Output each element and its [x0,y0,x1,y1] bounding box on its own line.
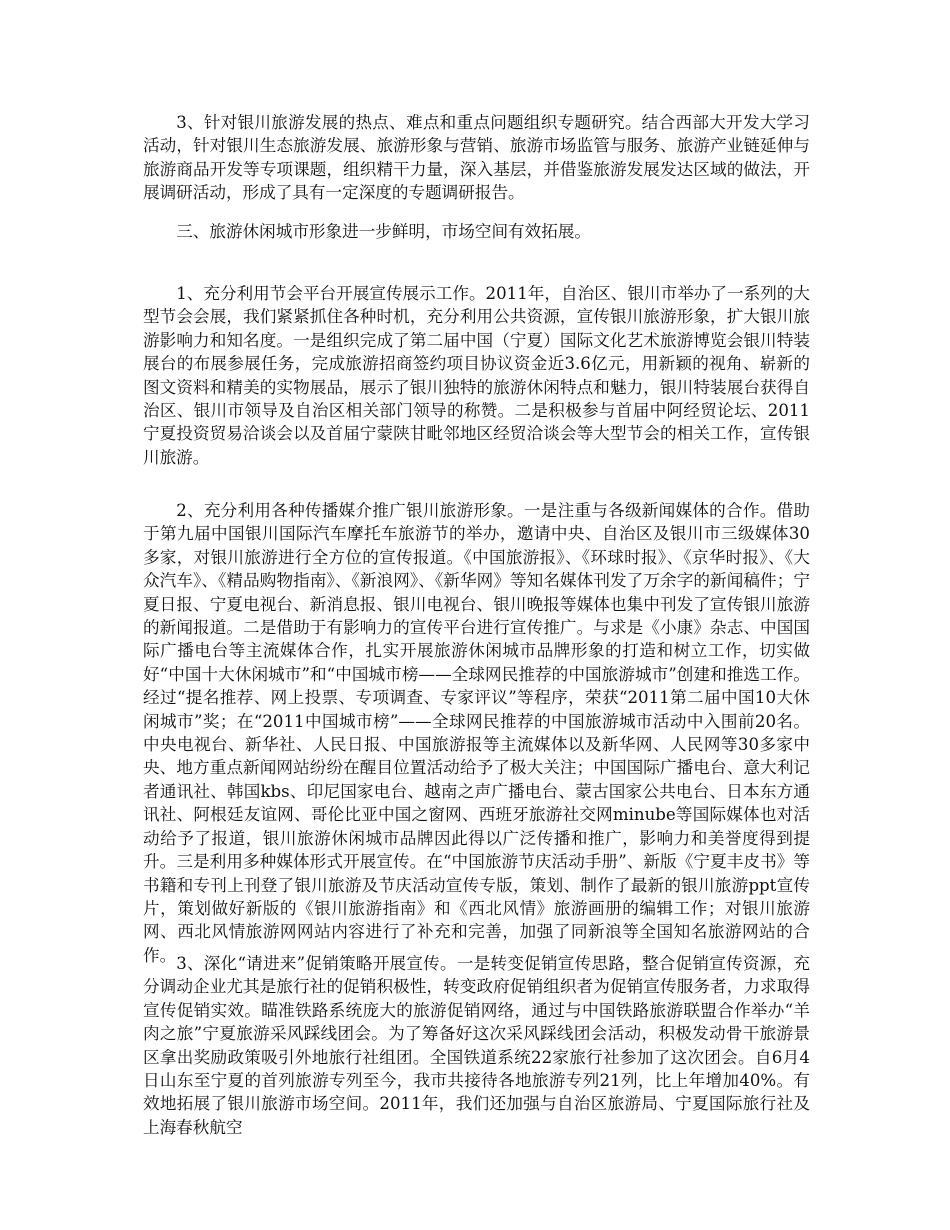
section-heading-city-image: 三、旅游休闲城市形象进一步鲜明，市场空间有效拓展。 [176,222,592,241]
paragraph-media-promotion: 2、充分利用各种传播媒介推广银川旅游形象。一是注重与各级新闻媒体的合作。借助于第九届中国银川国际汽车摩托车旅游节的举办，邀请中央、自治区及银川市三级媒体30多家，对银川旅游进行全方位的宣传报道。《中国旅游报》、《环球时报》、《京华时报》、《大众汽车》、《精品购物指南》、《新浪网》、《新华网》等知名媒体刊发了万余字的新闻稿件；宁夏日报、宁夏电视台、新消息报、银川电视台、银川晚报等媒体也集中刊发了宣传银川旅游的新闻报道。二是借助于有影响力的宣传平台进行宣传推广。与求是《小康》杂志、中国国际广播电台等主流媒体合作，扎实开展旅游休闲城市品牌形象的打造和树立工作，切实做好“中国十大休闲城市”和“中国城市榜——全球网民推荐的中国旅游城市”创建和推选工作。经过“提名推荐、网上投票、专项调查、专家评议”等程序，荣获“2011第二届中国10大休闲城市”奖；在“2011中国城市榜”——全球网民推荐的中国旅游城市活动中入围前20名。中央电视台、新华社、人民日报、中国旅游报等主流媒体以及新华网、人民网等30多家中央、地方重点新闻网站纷纷在醒目位置活动给予了极大关注；中国国际广播电台、意大利记者通讯社、韩国kbs、印尼国家电台、越南之声广播电台、蒙古国家公共电台、日本东方通讯社、阿根廷友谊网、哥伦比亚中国之窗网、西班牙旅游社交网minube等国际媒体也对活动给予了报道，银川旅游休闲城市品牌因此得以广泛传播和推广，影响力和美誉度得到提升。三是利用多种媒体形式开展宣传。在“中国旅游节庆活动手册”、新版《宁夏丰皮书》等书籍和专刊上刊登了银川旅游及节庆活动宣传专版，策划、制作了最新的银川旅游ppt宣传片，策划做好新版的《银川旅游指南》和《西北风情》旅游画册的编辑工作；对银川旅游网、西北风情旅游网网站内容进行了补充和完善，加强了同新浪等全国知名旅游网站的合作。 [143,501,810,965]
paragraph-festival-platform: 1、充分利用节会平台开展宣传展示工作。2011年，自治区、银川市举办了一系列的大型节会会展，我们紧紧抓住各种时机，充分利用公共资源，宣传银川旅游形象，扩大银川旅游影响力和知名度。一是组织完成了第二届中国（宁夏）国际文化艺术旅游博览会银川特装展台的布展参展任务，完成旅游招商签约项目协议资金近3.6亿元，用新颖的视角、崭新的图文资料和精美的实物展品，展示了银川独特的旅游休闲特点和魅力，银川特装展台获得自治区、银川市领导及自治区相关部门领导的称赞。二是积极参与首届中阿经贸论坛、2011宁夏投资贸易洽谈会以及首届宁蒙陕甘毗邻地区经贸洽谈会等大型节会的相关工作，宣传银川旅游。 [143,284,810,467]
paragraph-research: 3、针对银川旅游发展的热点、难点和重点问题组织专题研究。结合西部大开发大学习活动，针对银川生态旅游发展、旅游形象与营销、旅游市场监管与服务、旅游产业链延伸与旅游商品开发等专项课题，组织精干力量，深入基层，并借鉴旅游发展发达区域的做法，开展调研活动，形成了具有一定深度的专题调研报告。 [143,113,810,203]
paragraph-invite-strategy: 3、深化“请进来”促销策略开展宣传。一是转变促销宣传思路，整合促销宣传资源，充分调动企业尤其是旅行社的促销积极性，转变政府促销组织者为促销宣传服务者，力求取得宣传促销实效。瞄准铁路系统庞大的旅游促销网络，通过与中国铁路旅游联盟合作举办“羊肉之旅”宁夏旅游采风踩线团会。为了筹备好这次采风踩线团会活动，积极发动骨干旅游景区拿出奖励政策吸引外地旅行社组团。全国铁道系统22家旅行社参加了这次团会。自6月4日山东至宁夏的首列旅游专列至今，我市共接待各地旅游专列21列，比上年增加40%。有效地拓展了银川旅游市场空间。2011年，我们还加强与自治区旅游局、宁夏国际旅行社及上海春秋航空 [143,954,810,1137]
